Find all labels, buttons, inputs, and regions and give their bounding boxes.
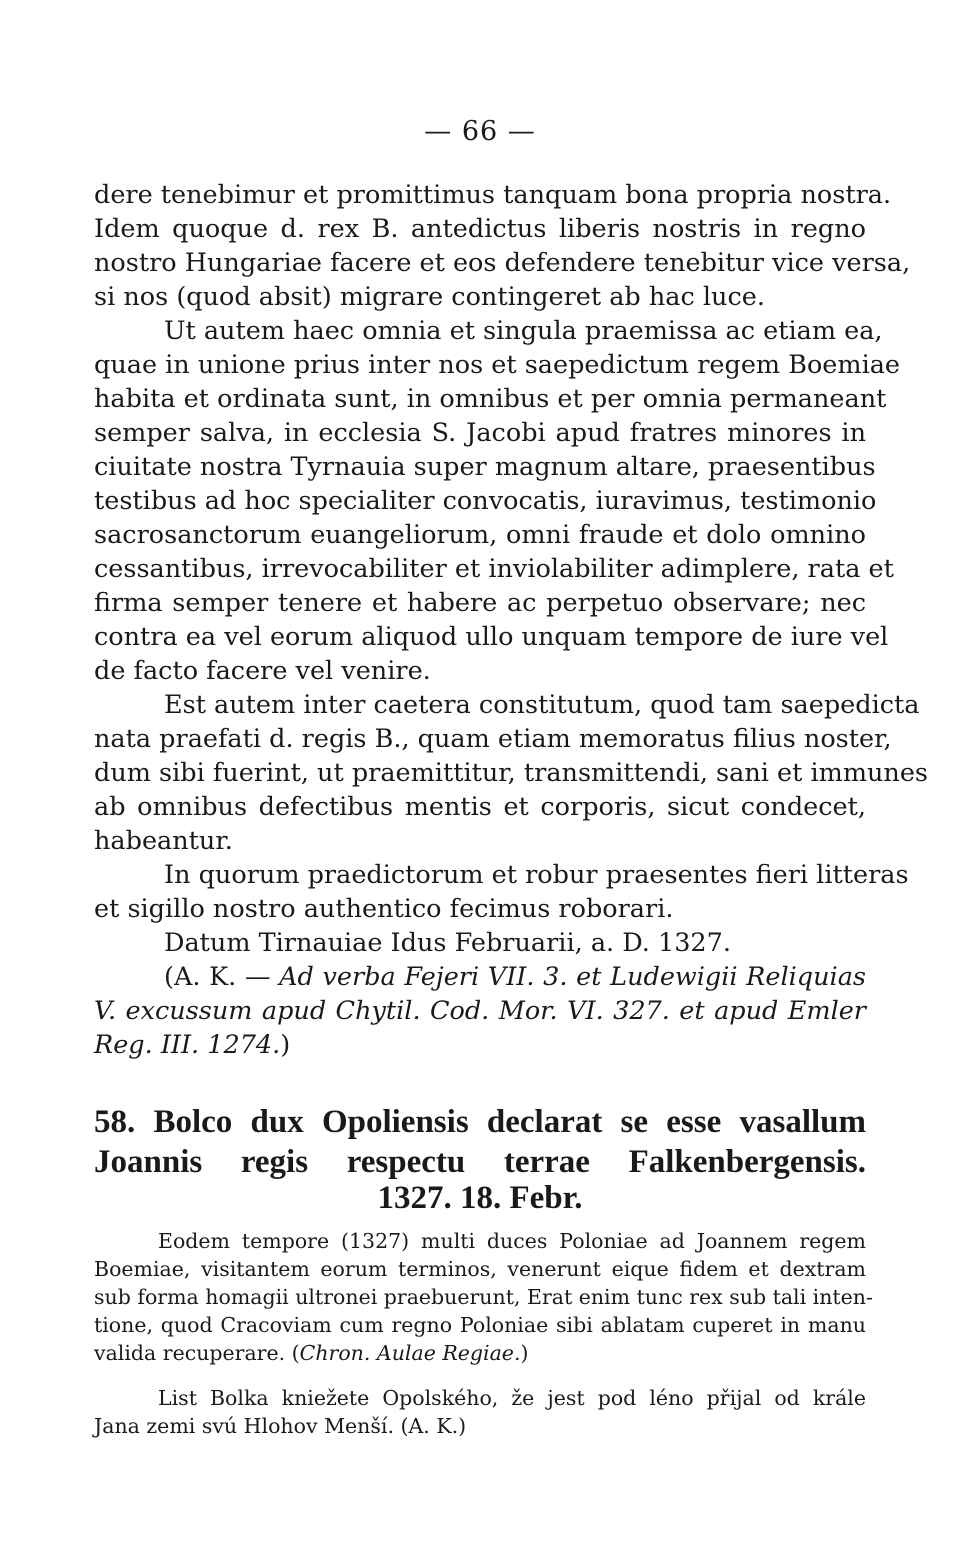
- source-note-line: V. excussum apud Chytil. Cod. Mor. VI. 327. et apud Emler: [94, 996, 866, 1026]
- body-line: contra ea vel eorum aliquod ullo unquam tempore de iure vel: [94, 622, 889, 652]
- body-line: firma semper tenere et habere ac perpetuo observare; nec: [94, 588, 866, 618]
- summary-source: Chron. Aulae Regiae.: [299, 1341, 521, 1365]
- czech-summary-line: List Bolka kniežete Opolského, že jest pod léno přijal od krále: [158, 1386, 866, 1410]
- body-line: In quorum praedictorum et robur praesentes fieri litteras: [164, 860, 909, 890]
- page-number: — 66 —: [424, 116, 536, 147]
- body-line: ciuitate nostra Tyrnauia super magnum altare, praesentibus: [94, 452, 876, 482]
- body-line: nostro Hungariae facere et eos defendere tenebitur vice versa,: [94, 248, 911, 278]
- document-heading: [94, 1102, 866, 1182]
- body-line: quae in unione prius inter nos et saepedictum regem Boemiae: [94, 350, 901, 380]
- heading-line: Joannis regis respectu terrae Falkenbergensis.: [94, 1144, 866, 1180]
- czech-summary-line: Jana zemi svú Hlohov Menší. (A. K.): [94, 1414, 467, 1438]
- heading-date: 1327. 18. Febr.: [377, 1180, 583, 1216]
- main-body-text: [94, 178, 929, 1062]
- body-line: cessantibus, irrevocabiliter et inviolabiliter adimplere, rata et: [94, 554, 894, 584]
- body-line: Est autem inter caetera constitutum, quod tam saepedicta: [164, 690, 920, 720]
- body-line: de facto facere vel venire.: [94, 656, 431, 686]
- body-line: habita et ordinata sunt, in omnibus et per omnia permaneant: [94, 384, 887, 414]
- summary-close: ): [520, 1341, 529, 1365]
- summary-line: tione, quod Cracoviam cum regno Poloniae sibi ablatam cuperet in manu: [94, 1313, 866, 1337]
- source-note-line: [94, 960, 866, 994]
- date-line: Datum Tirnauiae Idus Februarii, a. D. 1327.: [164, 928, 731, 958]
- body-line: sacrosanctorum euangeliorum, omni fraude et dolo omnino: [94, 520, 866, 550]
- summary-line: sub forma homagii ultronei praebuerunt, Erat enim tunc rex sub tali inten-: [94, 1285, 873, 1309]
- source-note-line: [94, 1028, 866, 1062]
- body-line: nata praefati d. regis B., quam etiam memoratus filius noster,: [94, 724, 892, 754]
- heading-line: 58. Bolco dux Opoliensis declarat se esse vasallum: [94, 1104, 866, 1140]
- summary-line: Eodem tempore (1327) multi duces Poloniae ad Joannem regem: [158, 1229, 866, 1253]
- body-line: semper salva, in ecclesia S. Jacobi apud fratres minores in: [94, 418, 866, 448]
- body-line: testibus ad hoc specialiter convocatis, iuravimus, testimonio: [94, 486, 877, 516]
- summary-text: valida recuperare. (: [94, 1341, 300, 1365]
- czech-summary: [94, 1384, 866, 1440]
- summary-paragraph: [94, 1227, 873, 1367]
- body-line: dum sibi fuerint, ut praemittitur, transmittendi, sani et immunes: [94, 758, 929, 788]
- summary-line: [94, 1339, 866, 1367]
- source-note-suffix: ): [280, 1030, 291, 1060]
- body-line: Idem quoque d. rex B. antedictus liberis nostris in regno: [94, 214, 866, 244]
- body-line: habeantur.: [94, 826, 233, 856]
- body-line: ab omnibus defectibus mentis et corporis, sicut condecet,: [94, 792, 866, 822]
- source-note-prefix: (A. K. —: [164, 962, 280, 992]
- summary-line: Boemiae, visitantem eorum terminos, venerunt eique fidem et dextram: [94, 1257, 866, 1281]
- body-line: dere tenebimur et promittimus tanquam bona propria nostra.: [94, 180, 892, 210]
- body-line: Ut autem haec omnia et singula praemissa ac etiam ea,: [164, 316, 883, 346]
- body-line: si nos (quod absit) migrare contingeret ab hac luce.: [94, 282, 765, 312]
- source-note-text: Reg. III. 1274.: [94, 1030, 281, 1060]
- source-note-text: Ad verba Fejeri VII. 3. et Ludewigii Reliquias: [279, 962, 866, 992]
- body-line: et sigillo nostro authentico fecimus roborari.: [94, 894, 674, 924]
